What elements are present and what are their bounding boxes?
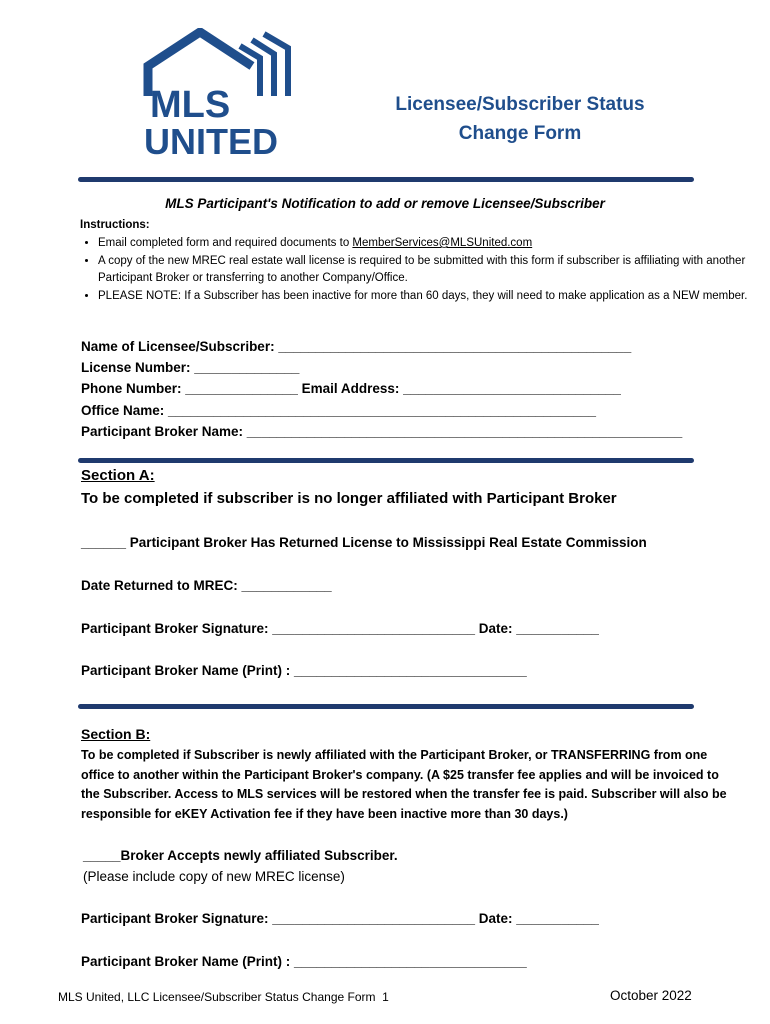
instruction-item: • A copy of the new MREC real estate wall license is required to be submitted with this form if subscriber is affiliating with another Participant Broker or transferring to another Company/Office. [98,253,748,288]
instructions-heading: Instructions: [80,219,150,231]
phone-email-field[interactable]: Phone Number: _______________ Email Address: _____________________________ [81,381,621,396]
header-divider [78,177,694,182]
logo-text-mls: MLS [150,84,231,126]
section-b-divider [78,704,694,709]
form-title-line1: Licensee/Subscriber Status [395,94,645,115]
section-b-print-name-field[interactable]: Participant Broker Name (Print) : _______________________________ [81,954,527,969]
instruction-item [98,235,748,253]
form-subtitle: MLS Participant's Notification to add or remove Licensee/Subscriber [165,196,605,211]
section-b-heading: Section B: [81,726,151,742]
footer-form-title: MLS United, LLC Licensee/Subscriber Status Change Form 1 [58,990,389,1004]
participant-broker-name-field[interactable]: Participant Broker Name: __________________________________________________________ [81,424,683,439]
license-returned-field[interactable]: ______ Participant Broker Has Returned License to Mississippi Real Estate Commission [81,535,647,550]
member-services-email-link[interactable]: MemberServices@MLSUnited.com [352,237,533,249]
mls-united-logo [140,28,306,158]
instruction-text: Email completed form and required documents to [98,237,353,249]
section-a-heading: Section A: [81,467,155,484]
licensee-name-field[interactable]: Name of Licensee/Subscriber: _______________________________________________ [81,339,632,354]
form-title-line2: Change Form [458,123,582,144]
license-number-field[interactable]: License Number: ______________ [81,360,300,375]
mrec-license-note: (Please include copy of new MREC license) [83,869,345,884]
section-b-signature-field[interactable]: Participant Broker Signature: ___________________________ Date: ___________ [81,911,599,926]
date-returned-field[interactable]: Date Returned to MREC: ____________ [81,578,332,593]
instructions-list [80,235,748,305]
instruction-item: • PLEASE NOTE: If a Subscriber has been inactive for more than 60 days, they will need to make application as a NEW member. [98,288,748,306]
section-a-signature-field[interactable]: Participant Broker Signature: ___________________________ Date: ___________ [81,621,599,636]
section-a-divider [78,458,694,463]
broker-accepts-field[interactable]: _____Broker Accepts newly affiliated Subscriber. [83,848,398,863]
section-a-subheading: To be completed if subscriber is no longer affiliated with Participant Broker [81,490,617,507]
section-b-paragraph: To be completed if Subscriber is newly affiliated with the Participant Broker, or TRANSFERRING from one office to another within the Participant Broker's company. (A $25 transfer fee applies and will be invoiced to the Subscriber. Access to MLS services will be restored when the transfer fee is paid. Subscriber will also be responsible for eKEY Activation fee if they have been inactive more than 30 days.) [81,748,727,821]
section-a-print-name-field[interactable]: Participant Broker Name (Print) : _______________________________ [81,663,527,678]
office-name-field[interactable]: Office Name: _________________________________________________________ [81,403,596,418]
logo-text-united: UNITED [144,121,278,158]
footer-date: October 2022 [610,988,692,1003]
